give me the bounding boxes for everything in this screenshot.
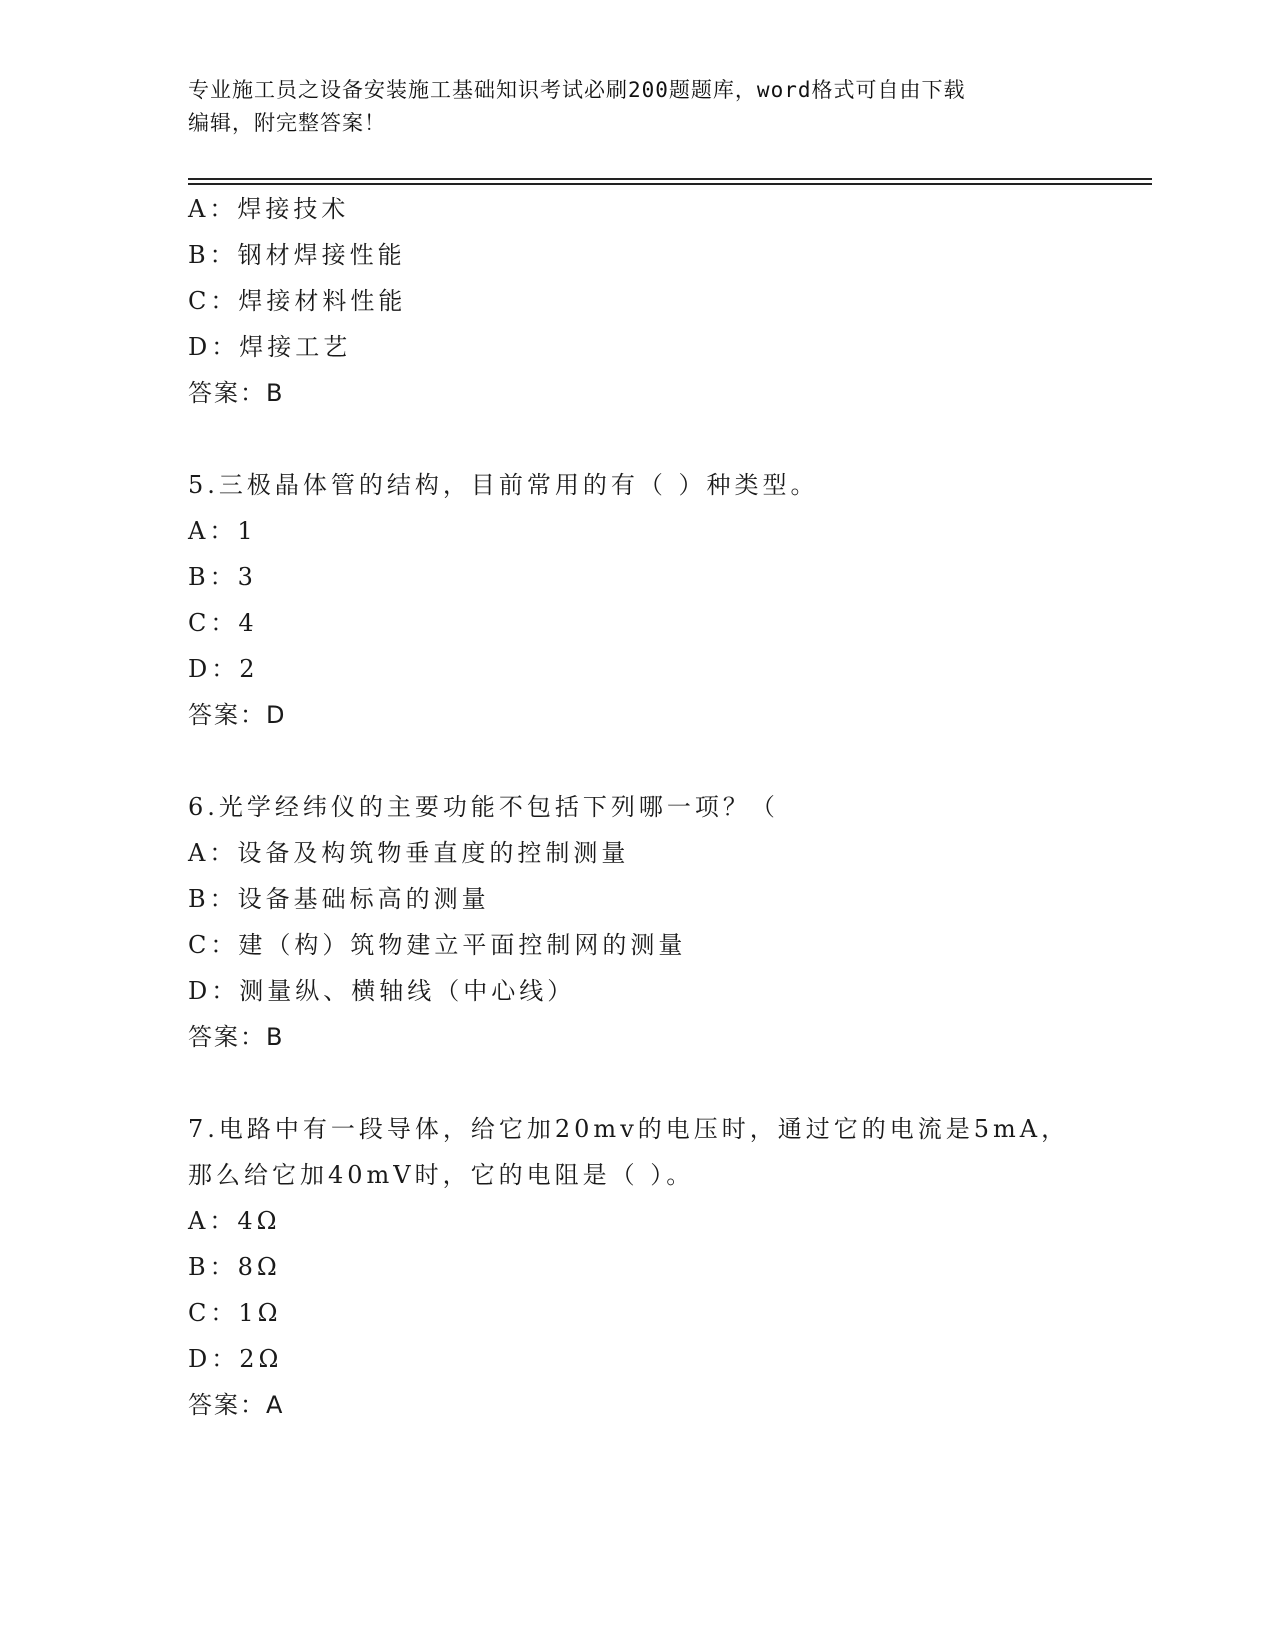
- question-list: [188, 186, 1152, 1428]
- option-b: B：设备基础标高的测量: [188, 885, 490, 913]
- answer-line: 答案：D: [188, 701, 287, 729]
- option-a: A：焊接技术: [188, 195, 350, 223]
- option-a: A：设备及构筑物垂直度的控制测量: [188, 839, 630, 867]
- question-stem-continued: 那么给它加40mV时，它的电阻是（ ）。: [188, 1161, 695, 1189]
- question-stem: 6.光学经纬仪的主要功能不包括下列哪一项？（: [188, 793, 779, 821]
- answer-line: 答案：B: [188, 1023, 285, 1051]
- option-d: D：2Ω: [188, 1345, 283, 1373]
- option-a: A：1: [188, 517, 257, 545]
- option-d: D：测量纵、横轴线（中心线）: [188, 977, 576, 1005]
- option-c: C：焊接材料性能: [188, 287, 407, 315]
- option-b: B：钢材焊接性能: [188, 241, 406, 269]
- question-block: [188, 1106, 1152, 1428]
- option-c: C：4: [188, 609, 258, 637]
- document-header: [188, 74, 1088, 140]
- option-d: D：焊接工艺: [188, 333, 352, 361]
- header-line-1: 专业施工员之设备安装施工基础知识考试必刷200题题库，word格式可自由下载: [188, 78, 966, 102]
- header-divider-top: [188, 178, 1152, 180]
- option-b: B：8Ω: [188, 1253, 281, 1281]
- option-b: B：3: [188, 563, 257, 591]
- answer-line: 答案：A: [188, 1391, 285, 1419]
- option-a: A：4Ω: [188, 1207, 281, 1235]
- question-block: [188, 186, 1152, 416]
- answer-line: 答案：B: [188, 379, 285, 407]
- question-stem: 5.三极晶体管的结构，目前常用的有（ ）种类型。: [188, 471, 819, 499]
- option-c: C：建（构）筑物建立平面控制网的测量: [188, 931, 687, 959]
- question-block: [188, 462, 1152, 738]
- question-block: [188, 784, 1152, 1060]
- option-c: C：1Ω: [188, 1299, 282, 1327]
- question-stem: 7.电路中有一段导体，给它加20mv的电压时，通过它的电流是5mA，: [188, 1115, 1070, 1143]
- header-divider-bottom: [188, 183, 1152, 185]
- header-line-2: 编辑，附完整答案！: [188, 111, 386, 135]
- option-d: D：2: [188, 655, 259, 683]
